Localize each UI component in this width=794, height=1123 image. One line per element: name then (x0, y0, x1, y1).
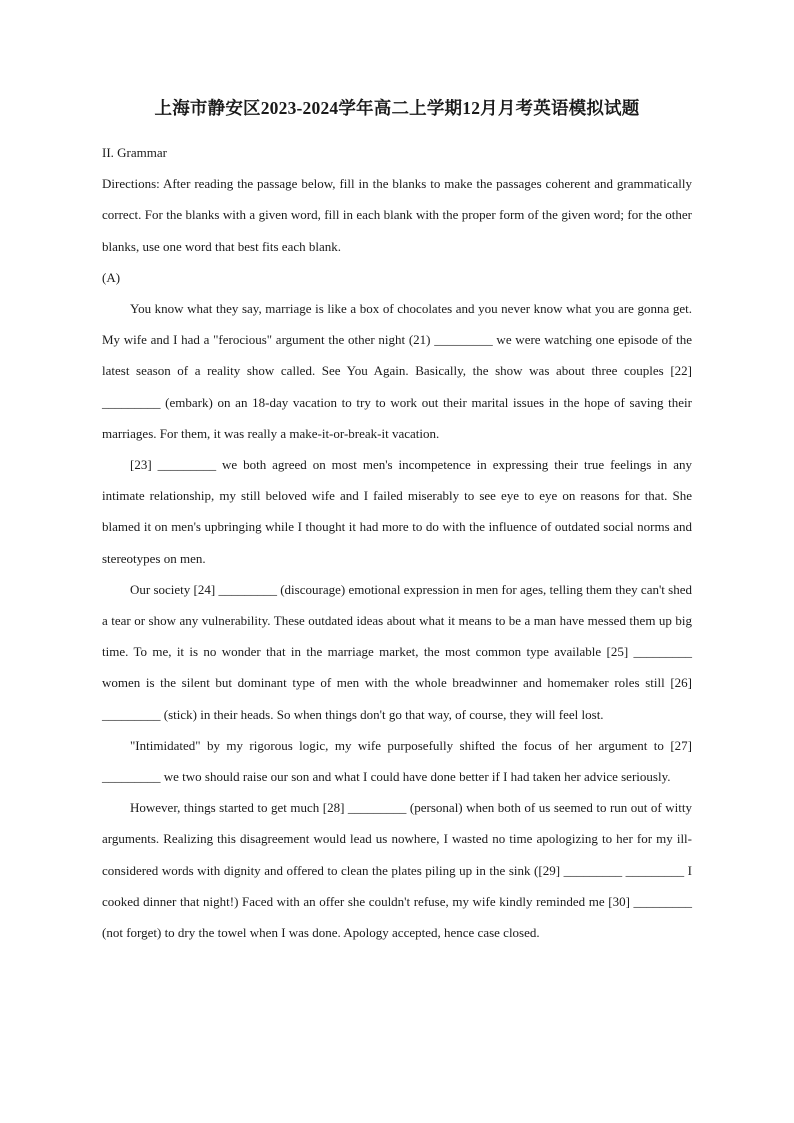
passage-paragraph-1: You know what they say, marriage is like a box of chocolates and you never know what you are gonna get. My wife and I had a "ferocious" argument the other night (21) _________ we were watching one episode of the latest season of a reality show called. See You Again. Basically, the show was about three couples [22] _________ (embark) on an 18-day vacation to try to work out their marital issues in the hope of saving their marriages. For them, it was really a make-it-or-break-it vacation. (102, 301, 692, 441)
directions-text: Directions: After reading the passage below, fill in the blanks to make the passages coherent and grammatically correct. For the blanks with a given word, fill in each blank with the proper form of the given word; for the other blanks, use one word that best fits each blank. (102, 176, 692, 254)
passage-paragraph-2: [23] _________ we both agreed on most men's incompetence in expressing their true feelings in any intimate relationship, my still beloved wife and I failed miserably to see eye to eye on reasons for that. She blamed it on men's upbringing while I thought it had more to do with the influence of outdated social norms and stereotypes on men. (102, 457, 692, 566)
exam-title: 上海市静安区2023-2024学年高二上学期12月月考英语模拟试题 (154, 98, 640, 118)
part-label: (A) (102, 269, 121, 285)
section-heading: II. Grammar (102, 145, 167, 160)
passage-paragraph-3: Our society [24] _________ (discourage) emotional expression in men for ages, telling them they can't shed a tear or show any vulnerability. These outdated ideas about what it means to be a man have messed them up big time. To me, it is no wonder that in the marriage market, the most common type available [25] _________ women is the silent but dominant type of men with the whole breadwinner and homemaker roles still [26] _________ (stick) in their heads. So when things don't go that way, of course, they will feel lost. (102, 581, 692, 722)
passage-paragraph-4: "Intimidated" by my rigorous logic, my wife purposefully shifted the focus of her argument to [27] _________ we two should raise our son and what I could have done better if I had taken her advice seriously. (102, 737, 692, 785)
exam-page (102, 96, 692, 948)
passage-paragraph-5: However, things started to get much [28] _________ (personal) when both of us seemed to run out of witty arguments. Realizing this disagreement would lead us nowhere, I wasted no time apologizing to her for my ill-considered words with dignity and offered to clean the plates piling up in the sink ([29] _________ _________ I cooked dinner that night!) Faced with an offer she couldn't refuse, my wife kindly reminded me [30] _________ (not forget) to dry the towel when I was done. Apology accepted, hence case closed. (102, 800, 692, 941)
